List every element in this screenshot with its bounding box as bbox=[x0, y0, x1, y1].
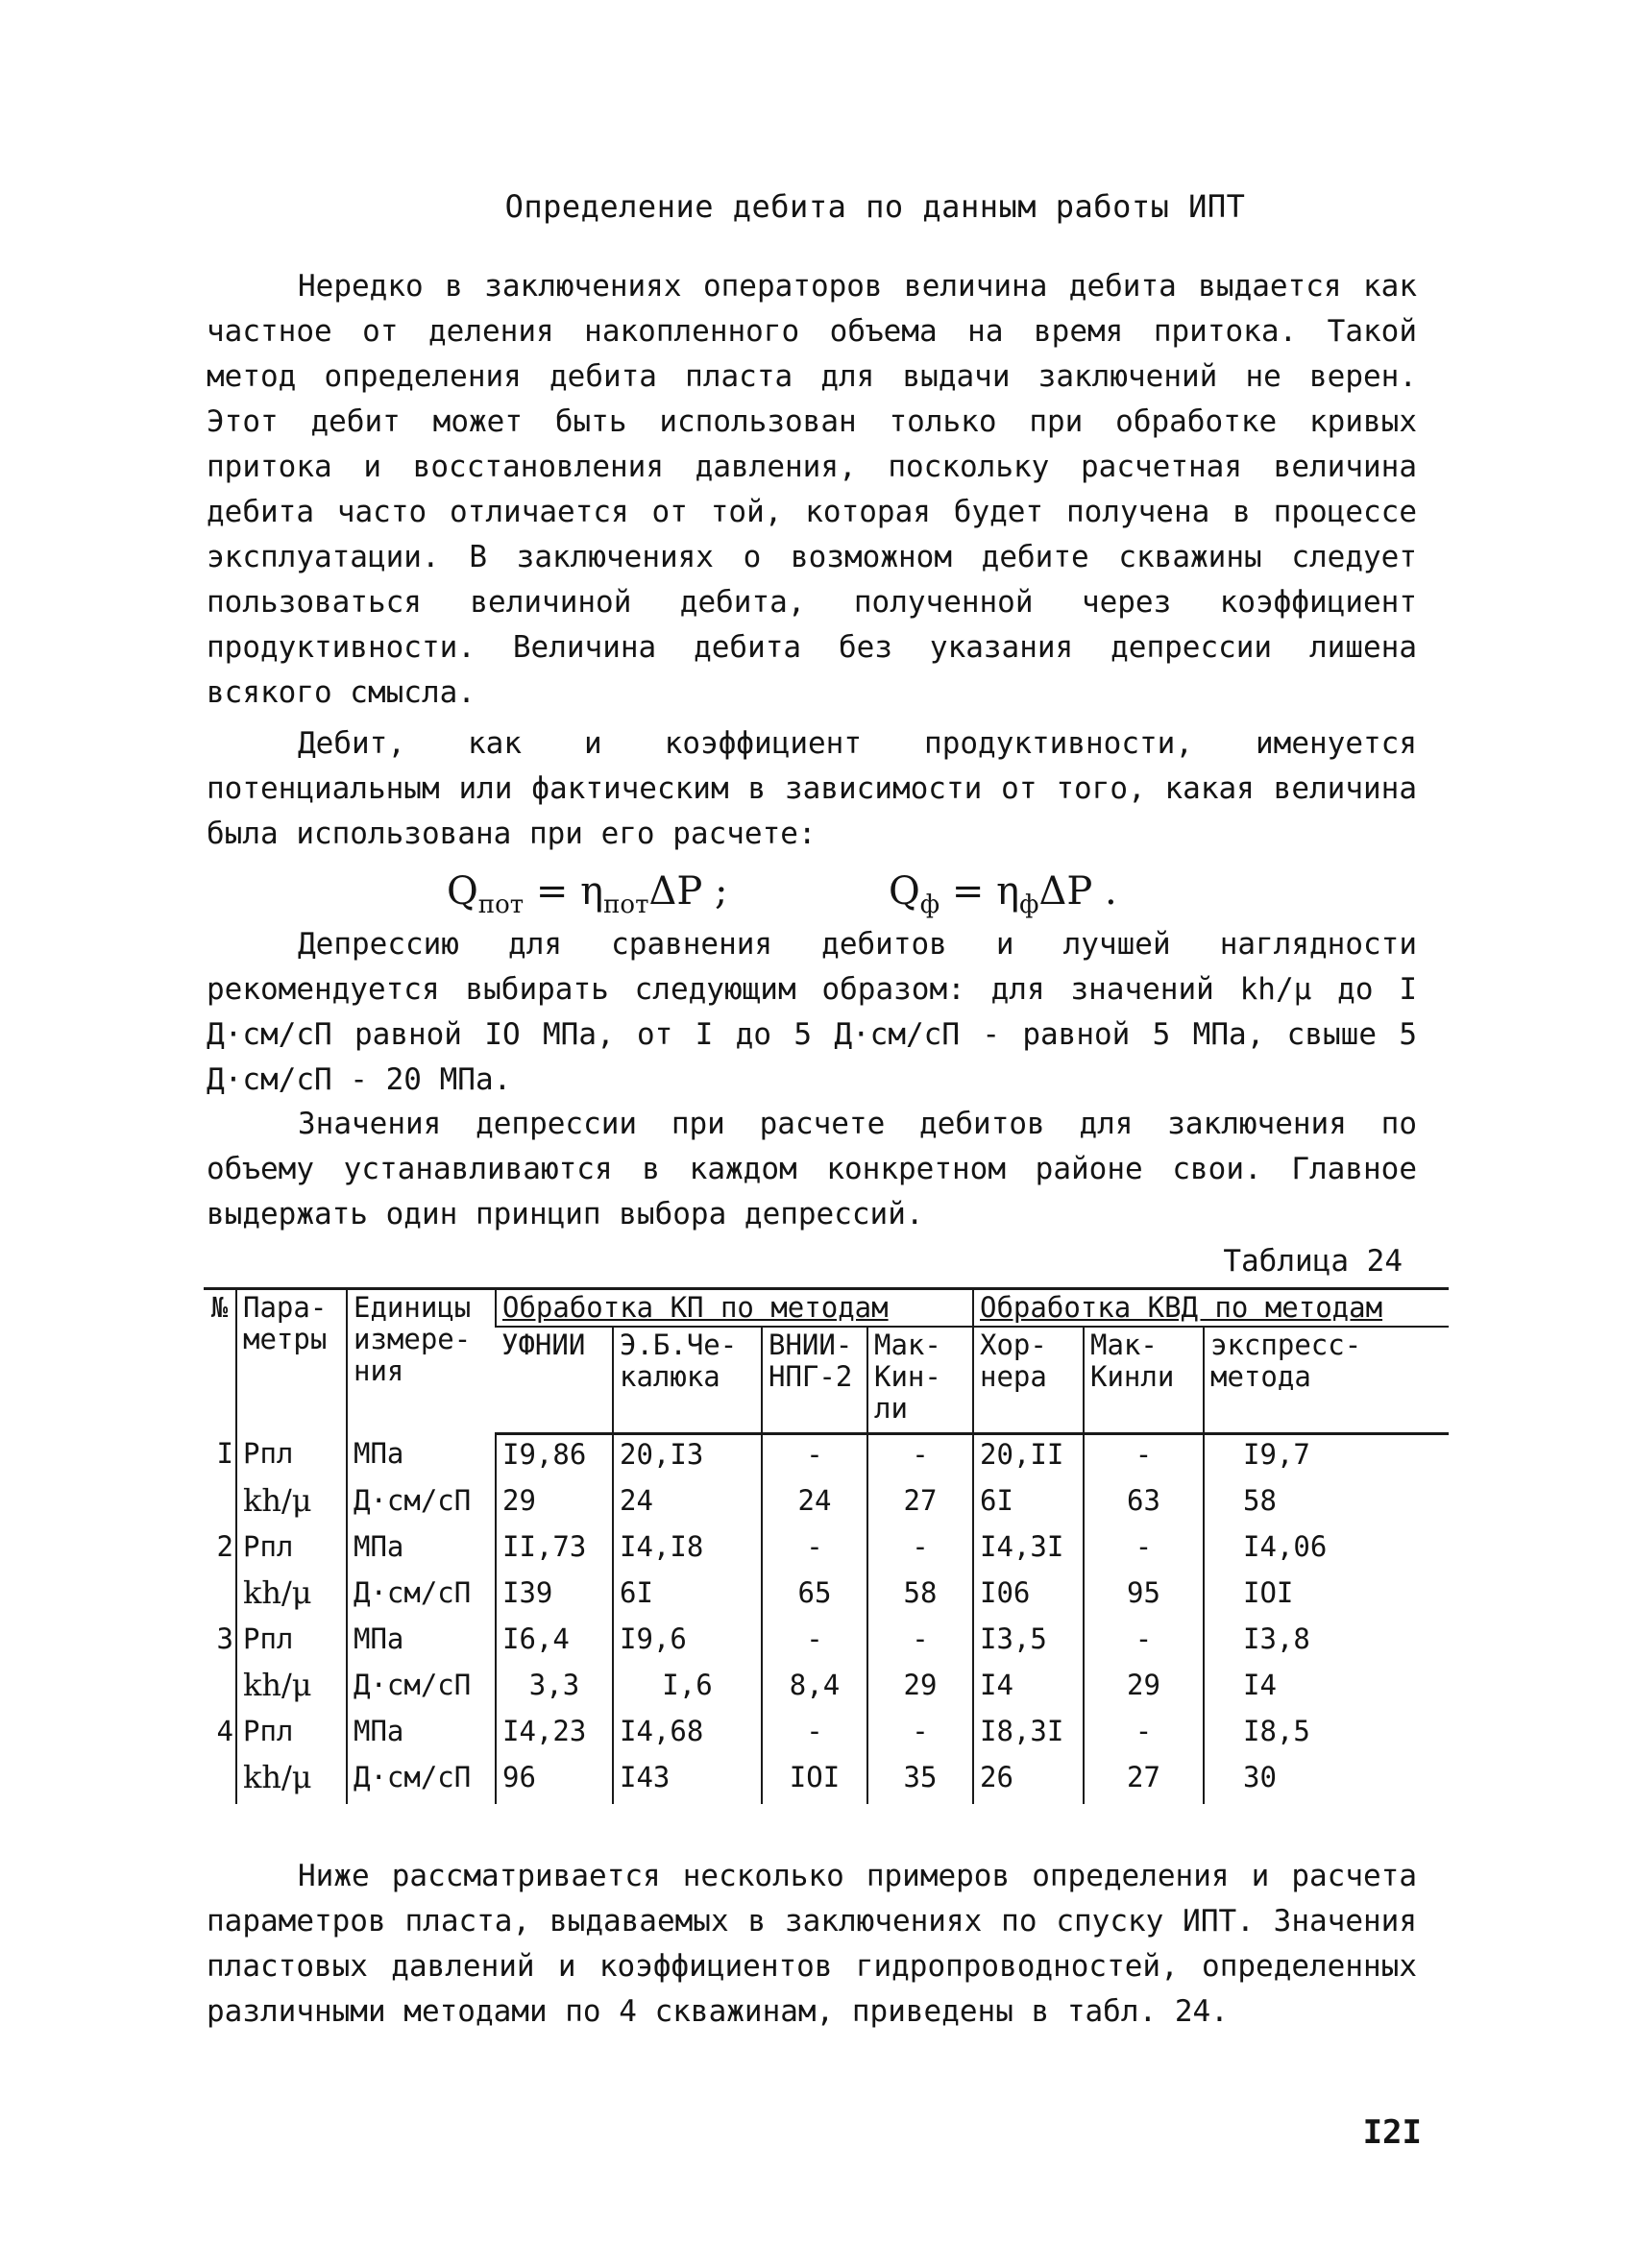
row-param: kh/μ bbox=[236, 1758, 347, 1804]
row-unit: МПа bbox=[347, 1434, 496, 1482]
table-row bbox=[204, 1527, 1449, 1573]
header-group-kvd: Обработка КВД по методам bbox=[973, 1289, 1449, 1328]
section-title: Определение дебита по данным работы ИПТ bbox=[504, 188, 1246, 225]
value-cell: I9,6 bbox=[613, 1620, 762, 1666]
paragraph-5: Ниже рассматривается несколько примеров определения и расчета параметров пласта, выдаваемых в заключениях по спуску ИПТ. Значения пластовых давлений и коэффициентов гидропроводностей, определенных различными методами по 4 скважинам, приведены в табл. 24. bbox=[207, 1859, 1417, 2029]
row-param: kh/μ bbox=[236, 1666, 347, 1712]
row-param: Pпл bbox=[236, 1527, 347, 1573]
value-cell: 24 bbox=[613, 1481, 762, 1527]
row-number: 3 bbox=[216, 1622, 233, 1655]
value-cell: - bbox=[1084, 1434, 1204, 1482]
value-cell: 26 bbox=[973, 1758, 1084, 1804]
value-cell: 35 bbox=[867, 1758, 973, 1804]
formula-potential: $Q_{пот} = \eta_{пот}\Delta P$ ; bbox=[447, 869, 728, 919]
value-cell: - bbox=[762, 1620, 867, 1666]
header-params: Пара- метры bbox=[236, 1289, 347, 1434]
value-cell: - bbox=[762, 1712, 867, 1758]
header-group-kp: Обработка КП по методам bbox=[496, 1289, 973, 1328]
value-cell: I,6 bbox=[613, 1666, 762, 1712]
row-number bbox=[204, 1481, 236, 1527]
data-table bbox=[204, 1287, 1449, 1804]
value-cell: IOI bbox=[762, 1758, 867, 1804]
value-cell: 6I bbox=[973, 1481, 1084, 1527]
paragraph-3: Депрессию для сравнения дебитов и лучшей наглядности рекомендуется выбирать следующим образом: для значений kh/μ до I Д·см/сП равной IO МПа, от I до 5 Д·см/сП - равной 5 МПа, свыше 5 Д·см/сП - 20 МПа. bbox=[207, 927, 1417, 1097]
row-param: Pпл bbox=[236, 1712, 347, 1758]
value-cell: - bbox=[1084, 1712, 1204, 1758]
value-cell: I4,23 bbox=[496, 1712, 613, 1758]
row-param: Pпл bbox=[236, 1620, 347, 1666]
header-method-vniinpg: ВНИИ- НПГ-2 bbox=[762, 1327, 867, 1434]
value-cell: 29 bbox=[867, 1666, 973, 1712]
value-cell: II,73 bbox=[496, 1527, 613, 1573]
value-cell: - bbox=[867, 1712, 973, 1758]
header-method-mckinley-kp: Мак- Кин- ли bbox=[867, 1327, 973, 1434]
table-row bbox=[204, 1434, 1449, 1482]
value-cell: I4,3I bbox=[973, 1527, 1084, 1573]
header-method-mckinley-kvd: Мак- Кинли bbox=[1084, 1327, 1204, 1434]
value-cell: 27 bbox=[1084, 1758, 1204, 1804]
value-cell: - bbox=[762, 1434, 867, 1482]
value-cell: 29 bbox=[1084, 1666, 1204, 1712]
table-row bbox=[204, 1758, 1449, 1804]
paragraph-4: Значения депрессии при расчете дебитов для заключения по объему устанавливаются в каждом конкретном районе свои. Главное выдержать один принцип выбора депрессий. bbox=[207, 1107, 1417, 1232]
row-number bbox=[204, 1573, 236, 1620]
table-row bbox=[204, 1666, 1449, 1712]
header-method-horner: Хор- нера bbox=[973, 1327, 1084, 1434]
paragraph-2: Дебит, как и коэффициент продуктивности, именуется потенциальным или фактическим в зависимости от того, какая величина была использована при его расчете: bbox=[207, 726, 1417, 851]
value-cell: I4,06 bbox=[1204, 1527, 1449, 1573]
paragraph-1: Нередко в заключениях операторов величина дебита выдается как частное от деления накопленного объема на время притока. Такой метод определения дебита пласта для выдачи заключений не верен. Этот дебит может быть использован только при обработке кривых притока и восстановления давления, поскольку расчетная величина дебита часто отличается от той, которая будет получена в процессе эксплуатации. В заключениях о возможном дебите скважины следует пользоваться величиной дебита, полученной через коэффициент продуктивности. Величина дебита без указания депрессии лишена всякого смысла. bbox=[207, 269, 1417, 710]
value-cell: 20,II bbox=[973, 1434, 1084, 1482]
value-cell: 20,I3 bbox=[613, 1434, 762, 1482]
table-row bbox=[204, 1481, 1449, 1527]
row-param: kh/μ bbox=[236, 1481, 347, 1527]
value-cell: I4 bbox=[973, 1666, 1084, 1712]
value-cell: - bbox=[1084, 1527, 1204, 1573]
value-cell: 27 bbox=[867, 1481, 973, 1527]
row-unit: МПа bbox=[347, 1712, 496, 1758]
value-cell: IOI bbox=[1204, 1573, 1449, 1620]
value-cell: - bbox=[762, 1527, 867, 1573]
value-cell: I4,68 bbox=[613, 1712, 762, 1758]
row-unit: МПа bbox=[347, 1527, 496, 1573]
value-cell: 8,4 bbox=[762, 1666, 867, 1712]
table-row bbox=[204, 1712, 1449, 1758]
value-cell: I06 bbox=[973, 1573, 1084, 1620]
header-units: Единицы измере- ния bbox=[347, 1289, 496, 1434]
value-cell: 96 bbox=[496, 1758, 613, 1804]
value-cell: I9,86 bbox=[496, 1434, 613, 1482]
row-unit: Д·см/сП bbox=[347, 1481, 496, 1527]
value-cell: 30 bbox=[1204, 1758, 1449, 1804]
header-method-ufnii: УФНИИ bbox=[496, 1327, 613, 1434]
header-method-chekalyuk: Э.Б.Че- калюка bbox=[613, 1327, 762, 1434]
value-cell: I8,3I bbox=[973, 1712, 1084, 1758]
row-number: 2 bbox=[216, 1530, 233, 1563]
value-cell: 6I bbox=[613, 1573, 762, 1620]
value-cell: - bbox=[1084, 1620, 1204, 1666]
value-cell: 63 bbox=[1084, 1481, 1204, 1527]
value-cell: I43 bbox=[613, 1758, 762, 1804]
value-cell: I6,4 bbox=[496, 1620, 613, 1666]
row-number bbox=[204, 1758, 236, 1804]
row-unit: Д·см/сП bbox=[347, 1666, 496, 1712]
table-row bbox=[204, 1573, 1449, 1620]
value-cell: 24 bbox=[762, 1481, 867, 1527]
header-number: № bbox=[204, 1289, 236, 1434]
row-number: 4 bbox=[216, 1715, 233, 1747]
value-cell: - bbox=[867, 1527, 973, 1573]
value-cell: I39 bbox=[496, 1573, 613, 1620]
formula-factual: $Q_ф = \eta_ф\Delta P$ . bbox=[889, 869, 1117, 919]
value-cell: 58 bbox=[867, 1573, 973, 1620]
value-cell: 95 bbox=[1084, 1573, 1204, 1620]
row-number bbox=[204, 1666, 236, 1712]
page-number: I2I bbox=[1362, 2113, 1422, 2152]
value-cell: I4,I8 bbox=[613, 1527, 762, 1573]
row-unit: МПа bbox=[347, 1620, 496, 1666]
row-number: I bbox=[216, 1436, 233, 1470]
value-cell: I4 bbox=[1204, 1666, 1449, 1712]
value-cell: - bbox=[867, 1620, 973, 1666]
row-unit: Д·см/сП bbox=[347, 1573, 496, 1620]
row-param: kh/μ bbox=[236, 1573, 347, 1620]
value-cell: - bbox=[867, 1434, 973, 1482]
value-cell: 58 bbox=[1204, 1481, 1449, 1527]
value-cell: I3,5 bbox=[973, 1620, 1084, 1666]
value-cell: I9,7 bbox=[1204, 1434, 1449, 1482]
row-unit: Д·см/сП bbox=[347, 1758, 496, 1804]
value-cell: 29 bbox=[496, 1481, 613, 1527]
table-caption: Таблица 24 bbox=[1223, 1244, 1403, 1279]
header-method-express: экспресс- метода bbox=[1204, 1327, 1449, 1434]
table-row bbox=[204, 1620, 1449, 1666]
value-cell: 3,3 bbox=[496, 1666, 613, 1712]
value-cell: I8,5 bbox=[1204, 1712, 1449, 1758]
row-param: Pпл bbox=[236, 1434, 347, 1482]
value-cell: 65 bbox=[762, 1573, 867, 1620]
value-cell: I3,8 bbox=[1204, 1620, 1449, 1666]
